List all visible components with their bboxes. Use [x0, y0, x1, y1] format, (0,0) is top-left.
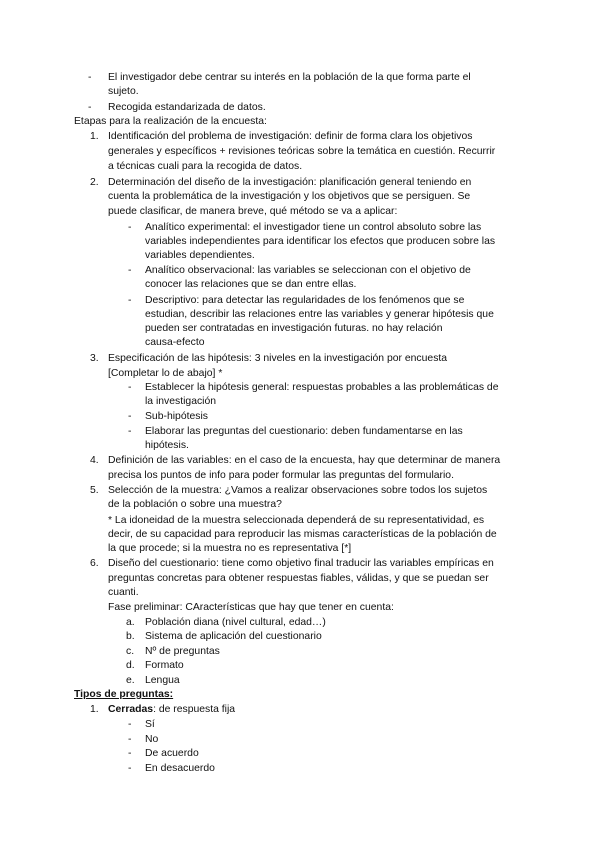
etapa-3-line-2: [Completar lo de abajo] *: [108, 368, 223, 379]
etapa-4-line-1: Definición de las variables: en el caso de la encuesta, hay que determinar de manera: [108, 455, 501, 466]
bullet-marker: -: [128, 295, 132, 306]
list-letter: d.: [126, 660, 135, 671]
bullet-marker: -: [128, 719, 132, 730]
bullet-marker: -: [128, 426, 132, 437]
etapa-3-sub-3-line-2: hipótesis.: [145, 440, 189, 451]
bullet-marker: -: [128, 222, 132, 233]
list-letter: e.: [126, 675, 135, 686]
bullet-marker: -: [128, 265, 132, 276]
etapa-6-line-1: Diseño del cuestionario: tiene como objetivo final traducir las variables empíricas en: [108, 558, 494, 569]
etapa-6-sub-b: Sistema de aplicación del cuestionario: [145, 631, 322, 642]
cerradas-option-de-acuerdo: De acuerdo: [145, 748, 199, 759]
intro-item-1-line-1: El investigador debe centrar su interés en la población de la que forma parte el: [108, 72, 471, 83]
list-number: 3.: [90, 353, 99, 364]
etapa-2-sub-3-line-2: estudian, describir las relaciones entre las variables y generar hipótesis que: [145, 309, 494, 320]
cerradas-option-en-desacuerdo: En desacuerdo: [145, 763, 215, 774]
etapa-2-sub-3-line-3: pueden ser contratadas en investigación futuras. no hay relación: [145, 323, 443, 334]
etapas-title: Etapas para la realización de la encuesta:: [74, 116, 267, 127]
list-number: 2.: [90, 177, 99, 188]
list-number: 5.: [90, 485, 99, 496]
etapa-1-line-2: generales y específicos + revisiones teóricas sobre la temática en cuestión. Recurrir: [108, 146, 496, 157]
etapa-2-sub-3-line-4: causa-efecto: [145, 337, 205, 348]
bullet-marker: -: [88, 102, 92, 113]
etapa-2-line-3: puede clasificar, de manera breve, qué método se va a aplicar:: [108, 206, 398, 217]
etapa-3-sub-2-line-1: Sub-hipótesis: [145, 411, 208, 422]
etapa-2-sub-1-line-2: variables independientes para identificar los efectos que producen sobre las: [145, 236, 496, 247]
intro-item-2-line-1: Recogida estandarizada de datos.: [108, 102, 266, 113]
bullet-marker: -: [128, 382, 132, 393]
list-number: 1.: [90, 704, 99, 715]
etapa-6-line-3: cuanti.: [108, 587, 139, 598]
etapa-6-sub-c: Nº de preguntas: [145, 646, 220, 657]
etapa-2-sub-1-line-1: Analítico experimental: el investigador tiene un control absoluto sobre las: [145, 222, 482, 233]
bullet-marker: -: [128, 748, 132, 759]
etapa-5-line-2: de la población o sobre una muestra?: [108, 499, 282, 510]
etapa-2-sub-2-line-1: Analítico observacional: las variables se seleccionan con el objetivo de: [145, 265, 471, 276]
etapa-5-line-4: decir, de su capacidad para reproducir las mismas características de la población de: [108, 529, 497, 540]
etapa-5-line-5: la que procede; si la muestra no es representativa [*]: [108, 543, 352, 554]
etapa-5-line-3: * La idoneidad de la muestra seleccionada dependerá de su representatividad, es: [108, 515, 485, 526]
list-number: 4.: [90, 455, 99, 466]
list-letter: b.: [126, 631, 135, 642]
tipo-cerradas-label: Cerradas: [108, 704, 154, 715]
list-number: 6.: [90, 558, 99, 569]
etapa-4-line-2: precisa los puntos de info para poder formular las preguntas del formulario.: [108, 470, 454, 481]
etapa-6-sub-d: Formato: [145, 660, 184, 671]
etapa-3-line-1: Especificación de las hipótesis: 3 niveles en la investigación por encuesta: [108, 353, 448, 364]
bullet-marker: -: [128, 734, 132, 745]
bullet-marker: -: [128, 411, 132, 422]
bullet-marker: -: [88, 72, 92, 83]
etapa-3-sub-1-line-2: la investigación: [145, 396, 217, 407]
etapa-2-line-1: Determinación del diseño de la investigación: planificación general teniendo en: [108, 177, 472, 188]
cerradas-option-no: No: [145, 734, 159, 745]
etapa-6-line-2: preguntas concretas para obtener respuestas fiables, válidas, y que se puedan ser: [108, 573, 489, 584]
etapa-3-sub-3-line-1: Elaborar las preguntas del cuestionario: deben fundamentarse en las: [145, 426, 463, 437]
etapa-2-sub-1-line-3: variables dependientes.: [145, 250, 255, 261]
etapa-2-line-2: cuenta la problemática de la investigación y los objetivos que se persiguen. Se: [108, 191, 471, 202]
etapa-2-sub-2-line-2: conocer las relaciones que se dan entre ellas.: [145, 279, 357, 290]
list-letter: a.: [126, 617, 135, 628]
etapa-6-line-4: Fase preliminar: CAracterísticas que hay que tener en cuenta:: [108, 602, 394, 613]
list-number: 1.: [90, 131, 99, 142]
etapa-5-line-1: Selección de la muestra: ¿Vamos a realizar observaciones sobre todos los sujetos: [108, 485, 488, 496]
etapa-2-sub-3-line-1: Descriptivo: para detectar las regularidades de los fenómenos que se: [145, 295, 465, 306]
tipo-cerradas: [108, 703, 235, 717]
bullet-marker: -: [128, 763, 132, 774]
tipo-cerradas-desc: : de respuesta fija: [153, 704, 236, 715]
intro-item-1-line-2: sujeto.: [108, 86, 139, 97]
etapa-6-sub-a: Población diana (nivel cultural, edad…): [145, 617, 326, 628]
etapa-3-sub-1-line-1: Establecer la hipótesis general: respuestas probables a las problemáticas de: [145, 382, 499, 393]
list-letter: c.: [126, 646, 135, 657]
etapa-1-line-3: a técnicas cuali para la recogida de datos.: [108, 161, 303, 172]
etapa-6-sub-e: Lengua: [145, 675, 180, 686]
etapa-1-line-1: Identificación del problema de investigación: definir de forma clara los objetivos: [108, 131, 473, 142]
cerradas-option-si: Sí: [145, 719, 155, 730]
tipos-title: Tipos de preguntas:: [74, 689, 174, 700]
